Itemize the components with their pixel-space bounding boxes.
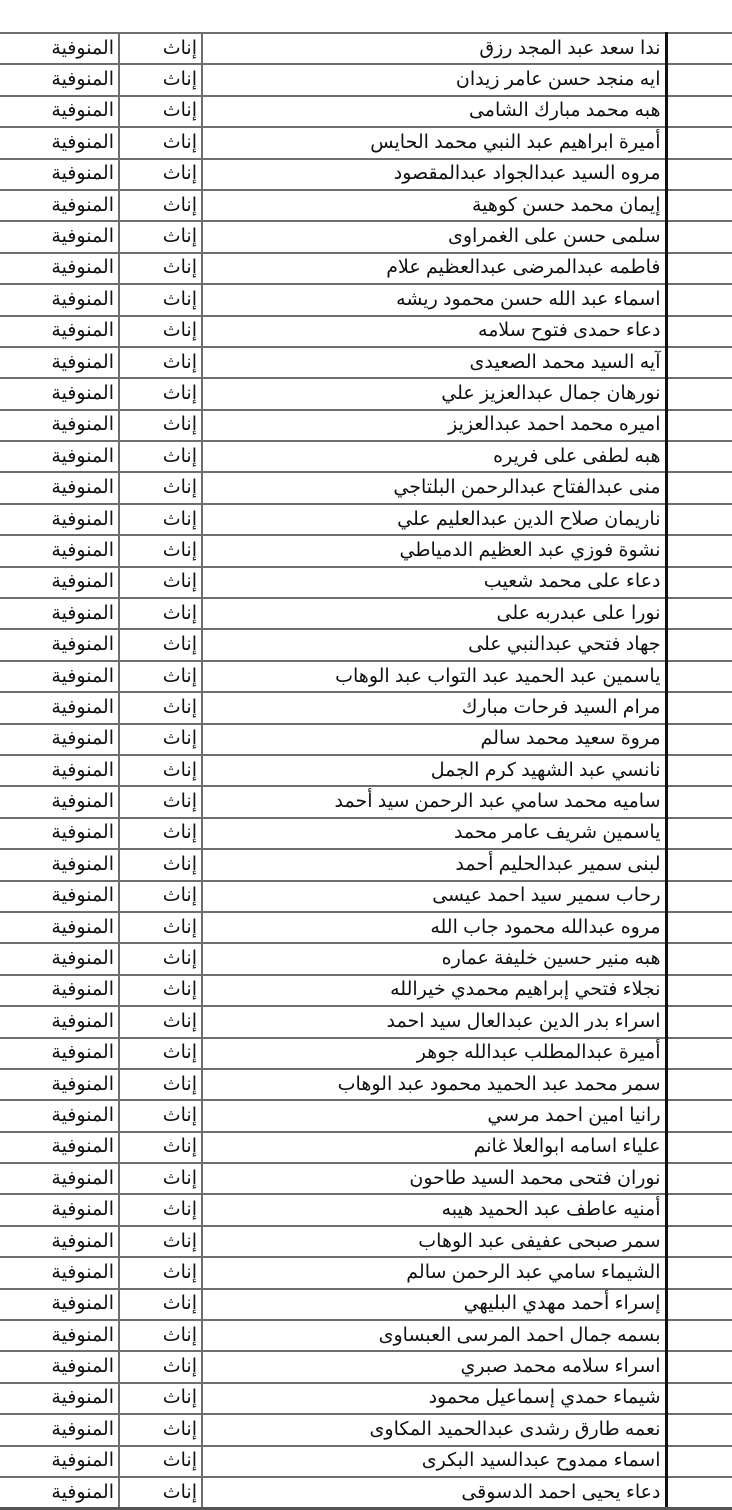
governorate-cell: المنوفية (0, 1320, 119, 1351)
gender-cell: إناث (119, 629, 202, 660)
name-cell: لبنى سمير عبدالحليم أحمد (202, 849, 666, 880)
governorate-cell: المنوفية (0, 504, 119, 535)
empty-cell (666, 33, 732, 64)
empty-cell (666, 692, 732, 723)
gender-cell: إناث (119, 849, 202, 880)
governorate-cell: المنوفية (0, 1414, 119, 1445)
name-cell: دعاء على محمد شعيب (202, 567, 666, 598)
table-row (0, 1257, 732, 1288)
governorate-cell: المنوفية (0, 943, 119, 974)
empty-cell (666, 472, 732, 503)
governorate-cell: المنوفية (0, 1477, 119, 1509)
name-cell: هبه لطفى على فريره (202, 441, 666, 472)
governorate-cell: المنوفية (0, 1351, 119, 1382)
table-row (0, 1351, 732, 1382)
name-cell: جهاد فتحي عبدالنبي على (202, 629, 666, 660)
table-row (0, 912, 732, 943)
table-row (0, 1383, 732, 1414)
table-row (0, 849, 732, 880)
gender-cell: إناث (119, 190, 202, 221)
name-cell: دعاء حمدى فتوح سلامه (202, 316, 666, 347)
empty-cell (666, 724, 732, 755)
name-cell: اميره محمد احمد عبدالعزيز (202, 410, 666, 441)
name-cell: بسمه جمال احمد المرسى العبساوى (202, 1320, 666, 1351)
governorate-cell: المنوفية (0, 535, 119, 566)
governorate-cell: المنوفية (0, 975, 119, 1006)
name-cell: ايه منجد حسن عامر زيدان (202, 64, 666, 95)
table-row (0, 692, 732, 723)
empty-cell (666, 1257, 732, 1288)
governorate-cell: المنوفية (0, 567, 119, 598)
name-cell: شيماء حمدي إسماعيل محمود (202, 1383, 666, 1414)
governorate-cell: المنوفية (0, 755, 119, 786)
gender-cell: إناث (119, 472, 202, 503)
name-cell: نشوة فوزي عبد العظيم الدمياطي (202, 535, 666, 566)
name-cell: إسراء أحمد مهدي البليهي (202, 1289, 666, 1320)
table-row (0, 943, 732, 974)
table-row (0, 535, 732, 566)
name-cell: نورهان جمال عبدالعزيز علي (202, 378, 666, 409)
empty-cell (666, 598, 732, 629)
name-cell: نوران فتحى محمد السيد طاحون (202, 1163, 666, 1194)
governorate-cell: المنوفية (0, 127, 119, 158)
gender-cell: إناث (119, 221, 202, 252)
name-cell: ساميه محمد سامي عبد الرحمن سيد أحمد (202, 786, 666, 817)
governorate-cell: المنوفية (0, 441, 119, 472)
empty-cell (666, 535, 732, 566)
name-cell: علياء اسامه ابوالعلا غانم (202, 1132, 666, 1163)
table-row (0, 33, 732, 64)
gender-cell: إناث (119, 943, 202, 974)
gender-cell: إناث (119, 1038, 202, 1069)
name-cell: سمر صبحى عفيفى عبد الوهاب (202, 1226, 666, 1257)
gender-cell: إناث (119, 1257, 202, 1288)
empty-cell (666, 1006, 732, 1037)
empty-cell (666, 1038, 732, 1069)
gender-cell: إناث (119, 1320, 202, 1351)
table-row (0, 567, 732, 598)
empty-cell (666, 284, 732, 315)
governorate-cell: المنوفية (0, 316, 119, 347)
name-cell: دعاء يحيى احمد الدسوقى (202, 1477, 666, 1509)
gender-cell: إناث (119, 1006, 202, 1037)
table-row (0, 1414, 732, 1445)
governorate-cell: المنوفية (0, 1226, 119, 1257)
table-row (0, 96, 732, 127)
table-row (0, 378, 732, 409)
empty-cell (666, 1100, 732, 1131)
name-cell: ياسمين عبد الحميد عبد التواب عبد الوهاب (202, 661, 666, 692)
table-row (0, 1226, 732, 1257)
gender-cell: إناث (119, 975, 202, 1006)
governorate-cell: المنوفية (0, 1257, 119, 1288)
empty-cell (666, 1132, 732, 1163)
table-row (0, 127, 732, 158)
governorate-cell: المنوفية (0, 786, 119, 817)
empty-cell (666, 975, 732, 1006)
table-row (0, 190, 732, 221)
name-cell: اسماء ممدوح عبدالسيد البكرى (202, 1446, 666, 1477)
empty-cell (666, 755, 732, 786)
name-cell: نجلاء فتحي إبراهيم محمدي خيرالله (202, 975, 666, 1006)
governorate-cell: المنوفية (0, 1446, 119, 1477)
gender-cell: إناث (119, 881, 202, 912)
gender-cell: إناث (119, 1226, 202, 1257)
table-row (0, 755, 732, 786)
empty-cell (666, 1446, 732, 1477)
name-cell: اسراء بدر الدين عبدالعال سيد احمد (202, 1006, 666, 1037)
name-cell: أميرة ابراهيم عبد النبي محمد الحايس (202, 127, 666, 158)
governorate-cell: المنوفية (0, 472, 119, 503)
governorate-cell: المنوفية (0, 1132, 119, 1163)
table-row (0, 253, 732, 284)
governorate-cell: المنوفية (0, 410, 119, 441)
governorate-cell: المنوفية (0, 1069, 119, 1100)
empty-cell (666, 912, 732, 943)
empty-cell (666, 410, 732, 441)
gender-cell: إناث (119, 33, 202, 64)
empty-cell (666, 1194, 732, 1225)
governorate-cell: المنوفية (0, 190, 119, 221)
gender-cell: إناث (119, 1383, 202, 1414)
governorate-cell: المنوفية (0, 253, 119, 284)
table-row (0, 881, 732, 912)
gender-cell: إناث (119, 1414, 202, 1445)
table-row (0, 472, 732, 503)
empty-cell (666, 378, 732, 409)
name-cell: أمنيه عاطف عبد الحميد هيبه (202, 1194, 666, 1225)
gender-cell: إناث (119, 1289, 202, 1320)
empty-cell (666, 881, 732, 912)
governorate-cell: المنوفية (0, 1006, 119, 1037)
gender-cell: إناث (119, 567, 202, 598)
table-row (0, 661, 732, 692)
table-row (0, 441, 732, 472)
table-row (0, 347, 732, 378)
empty-cell (666, 253, 732, 284)
gender-cell: إناث (119, 1069, 202, 1100)
gender-cell: إناث (119, 661, 202, 692)
table-row (0, 1006, 732, 1037)
governorate-cell: المنوفية (0, 1100, 119, 1131)
gender-cell: إناث (119, 692, 202, 723)
gender-cell: إناث (119, 347, 202, 378)
empty-cell (666, 1414, 732, 1445)
table-row (0, 221, 732, 252)
table-row (0, 504, 732, 535)
governorate-cell: المنوفية (0, 629, 119, 660)
table-row (0, 1069, 732, 1100)
governorate-cell: المنوفية (0, 64, 119, 95)
name-cell: فاطمه عبدالمرضى عبدالعظيم علام (202, 253, 666, 284)
gender-cell: إناث (119, 786, 202, 817)
governorate-cell: المنوفية (0, 96, 119, 127)
name-cell: ياسمين شريف عامر محمد (202, 818, 666, 849)
table-row (0, 410, 732, 441)
table-row (0, 1477, 732, 1509)
name-cell: سمر محمد عبد الحميد محمود عبد الوهاب (202, 1069, 666, 1100)
gender-cell: إناث (119, 1351, 202, 1382)
empty-cell (666, 1383, 732, 1414)
table-row (0, 975, 732, 1006)
empty-cell (666, 127, 732, 158)
governorate-cell: المنوفية (0, 159, 119, 190)
gender-cell: إناث (119, 64, 202, 95)
gender-cell: إناث (119, 127, 202, 158)
governorate-cell: المنوفية (0, 378, 119, 409)
governorate-cell: المنوفية (0, 221, 119, 252)
table-row (0, 629, 732, 660)
table-row (0, 159, 732, 190)
gender-cell: إناث (119, 504, 202, 535)
gender-cell: إناث (119, 441, 202, 472)
name-cell: مرام السيد فرحات مبارك (202, 692, 666, 723)
gender-cell: إناث (119, 535, 202, 566)
governorate-cell: المنوفية (0, 1194, 119, 1225)
gender-cell: إناث (119, 1477, 202, 1509)
table-row (0, 1194, 732, 1225)
table-row (0, 1446, 732, 1477)
gender-cell: إناث (119, 818, 202, 849)
empty-cell (666, 567, 732, 598)
name-cell: مروه السيد عبدالجواد عبدالمقصود (202, 159, 666, 190)
names-table (0, 32, 732, 1510)
gender-cell: إناث (119, 912, 202, 943)
name-cell: نانسي عبد الشهيد كرم الجمل (202, 755, 666, 786)
governorate-cell: المنوفية (0, 912, 119, 943)
gender-cell: إناث (119, 316, 202, 347)
empty-cell (666, 1163, 732, 1194)
governorate-cell: المنوفية (0, 33, 119, 64)
gender-cell: إناث (119, 1132, 202, 1163)
name-cell: اسماء عبد الله حسن محمود ريشه (202, 284, 666, 315)
governorate-cell: المنوفية (0, 598, 119, 629)
empty-cell (666, 441, 732, 472)
name-cell: هبه محمد مبارك الشامى (202, 96, 666, 127)
gender-cell: إناث (119, 378, 202, 409)
table-row (0, 1163, 732, 1194)
empty-cell (666, 221, 732, 252)
gender-cell: إناث (119, 1163, 202, 1194)
table-body (0, 33, 732, 1509)
empty-cell (666, 1069, 732, 1100)
name-cell: مروه عبدالله محمود جاب الله (202, 912, 666, 943)
governorate-cell: المنوفية (0, 881, 119, 912)
table-row (0, 1038, 732, 1069)
governorate-cell: المنوفية (0, 1383, 119, 1414)
empty-cell (666, 1320, 732, 1351)
gender-cell: إناث (119, 1100, 202, 1131)
gender-cell: إناث (119, 598, 202, 629)
governorate-cell: المنوفية (0, 1163, 119, 1194)
name-cell: الشيماء سامي عبد الرحمن سالم (202, 1257, 666, 1288)
empty-cell (666, 159, 732, 190)
name-cell: مروة سعيد محمد سالم (202, 724, 666, 755)
gender-cell: إناث (119, 1194, 202, 1225)
gender-cell: إناث (119, 724, 202, 755)
name-cell: منى عبدالفتاح عبدالرحمن البلتاجي (202, 472, 666, 503)
name-cell: ناريمان صلاح الدين عبدالعليم علي (202, 504, 666, 535)
name-cell: سلمى حسن على الغمراوى (202, 221, 666, 252)
gender-cell: إناث (119, 755, 202, 786)
governorate-cell: المنوفية (0, 849, 119, 880)
empty-cell (666, 316, 732, 347)
empty-cell (666, 1226, 732, 1257)
empty-cell (666, 1351, 732, 1382)
empty-cell (666, 504, 732, 535)
name-cell: رانيا امين احمد مرسي (202, 1100, 666, 1131)
table-row (0, 316, 732, 347)
empty-cell (666, 347, 732, 378)
empty-cell (666, 849, 732, 880)
table-row (0, 1289, 732, 1320)
governorate-cell: المنوفية (0, 692, 119, 723)
empty-cell (666, 190, 732, 221)
empty-cell (666, 818, 732, 849)
name-cell: ندا سعد عبد المجد رزق (202, 33, 666, 64)
table-row (0, 598, 732, 629)
name-cell: اسراء سلامه محمد صبري (202, 1351, 666, 1382)
table-row (0, 1132, 732, 1163)
table-row (0, 1320, 732, 1351)
gender-cell: إناث (119, 253, 202, 284)
governorate-cell: المنوفية (0, 1038, 119, 1069)
empty-cell (666, 64, 732, 95)
name-cell: آيه السيد محمد الصعيدى (202, 347, 666, 378)
empty-cell (666, 1477, 732, 1509)
empty-cell (666, 96, 732, 127)
table-row (0, 818, 732, 849)
governorate-cell: المنوفية (0, 818, 119, 849)
empty-cell (666, 943, 732, 974)
gender-cell: إناث (119, 410, 202, 441)
name-cell: أميرة عبدالمطلب عبدالله جوهر (202, 1038, 666, 1069)
name-cell: هبه منير حسين خليفة عماره (202, 943, 666, 974)
gender-cell: إناث (119, 1446, 202, 1477)
governorate-cell: المنوفية (0, 724, 119, 755)
table-row (0, 786, 732, 817)
gender-cell: إناث (119, 96, 202, 127)
empty-cell (666, 1289, 732, 1320)
governorate-cell: المنوفية (0, 284, 119, 315)
empty-cell (666, 786, 732, 817)
governorate-cell: المنوفية (0, 1289, 119, 1320)
name-cell: نورا على عبدربه على (202, 598, 666, 629)
table-row (0, 1100, 732, 1131)
empty-cell (666, 661, 732, 692)
name-cell: رحاب سمير سيد احمد عيسى (202, 881, 666, 912)
governorate-cell: المنوفية (0, 347, 119, 378)
empty-cell (666, 629, 732, 660)
gender-cell: إناث (119, 159, 202, 190)
table-row (0, 724, 732, 755)
table-row (0, 64, 732, 95)
table-row (0, 284, 732, 315)
governorate-cell: المنوفية (0, 661, 119, 692)
name-cell: إيمان محمد حسن كوهية (202, 190, 666, 221)
name-cell: نعمه طارق رشدى عبدالحميد المكاوى (202, 1414, 666, 1445)
gender-cell: إناث (119, 284, 202, 315)
